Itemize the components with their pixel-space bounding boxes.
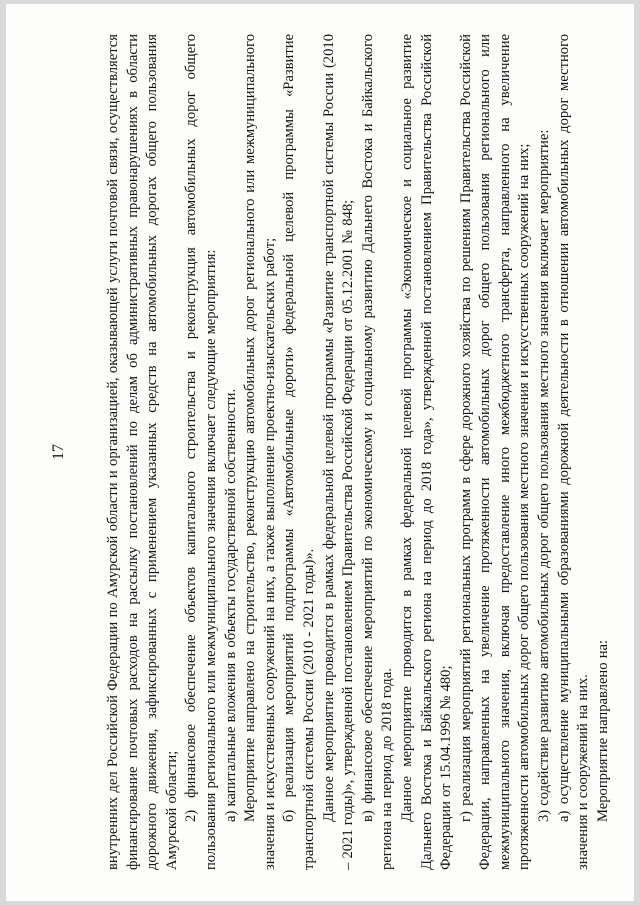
body-text [104, 34, 613, 870]
paragraph: б) реализация мероприятий подпрограммы «Автомобильные дороги» федеральной целевой программы «Развитие транспортной системы России (2010 - 2021 годы)». [281, 34, 317, 870]
paragraph: в) финансовое обеспечение мероприятий по экономическому и социальному развитию Дальнего Востока и Байкальского региона на период до 2018 года. [359, 34, 396, 870]
paragraph: 2) финансовое обеспечение объектов капитального строительства и реконструкция автомобильных дорог общего пользования регионального или межмуниципального значения включает следующие мероприятия: [183, 34, 219, 870]
paragraph: г) реализация мероприятий региональных программ в сфере дорожного хозяйства по решениям Правительства Российской Федерации, направленных на увеличение протяженности автомобильных дорог общего пользования регионального или межмуниципального значения, включая предоставление иного межбюджетного трансферта, направленного на увеличение протяженности автомобильных дорог общего пользования местного значения и искусственных сооружений на них; [457, 34, 533, 870]
rotated-text-block [50, 34, 610, 870]
document-page [6, 4, 634, 901]
page-number: 17 [50, 444, 67, 460]
paragraph: а) капитальные вложения в объекты государственной собственности. [222, 388, 239, 822]
paragraph: а) осуществление муниципальными образованиями дорожной деятельности в отношении автомобильных дорог местного значения и сооружений на них. [555, 34, 592, 870]
paragraph: Данное мероприятие проводится в рамках федеральной целевой программы «Экономическое и социальное развитие Дальнего Востока и Байкальского региона на период до 2018 года», утвержденной постановлением Правительства Российской Федерации от 15.04.1996 № 480; [398, 34, 455, 870]
paragraph: Данное мероприятие проводится в рамках федеральной целевой программы «Развитие транспортной системы России (2010 – 2021 годы)», утвержденной постановлением Правительства Российской Федерации от 05.12.2001 № 848; [320, 34, 357, 870]
paragraph: Мероприятие направлено на строительство, реконструкцию автомобильных дорог регионального или межмуниципального значения и искусственных сооружений на них, а также выполнение проектно-изыскательских работ; [242, 34, 278, 870]
paragraph: Мероприятие направлено на: [594, 639, 611, 822]
paragraph: внутренних дел Российской Федерации по Амурской области и организацией, оказывающей услуги почтовой связи, осуществляется финансирование почтовых расходов на рассылку постановлений по делам об административных правонарушениях в области дорожного движения, зафиксированных с применением указанных средств на автомобильных дорогах общего пользования Амурской области; [105, 34, 180, 870]
paragraph: 3) содействие развитию автомобильных дорог общего пользования местного значения включает мероприятие: [536, 129, 553, 822]
